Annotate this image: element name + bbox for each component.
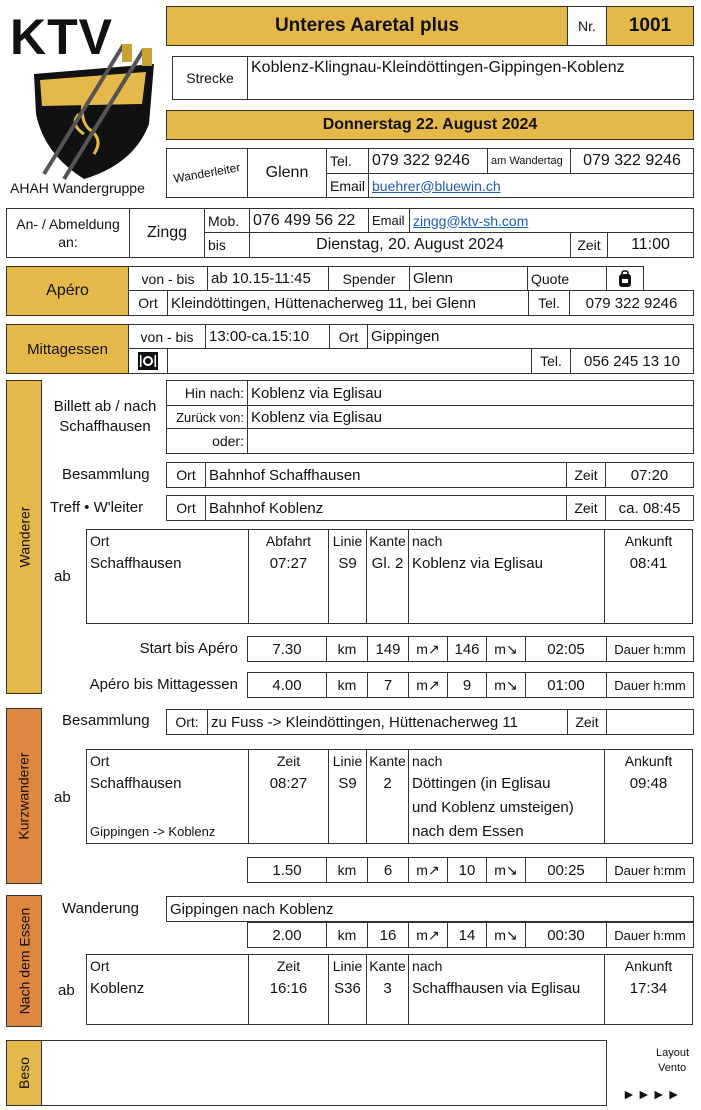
- stat-cell: m↗: [408, 672, 448, 698]
- wanderung-label: Wanderung: [62, 900, 139, 917]
- after-section-label: Nach dem Essen: [6, 895, 42, 1027]
- table-cell: und Koblenz umsteigen): [408, 795, 605, 820]
- besammlung-label: Besammlung: [62, 466, 150, 483]
- treff-label: Treff • W'leiter: [50, 499, 144, 516]
- stat-label: Apéro bis Mittagessen: [89, 676, 238, 693]
- stat-cell: Dauer h:mm: [606, 636, 694, 662]
- registration-email-label: Email: [368, 208, 410, 233]
- beso-notes: [41, 1040, 607, 1106]
- table-header-cell: Ankunft: [604, 529, 693, 552]
- apero-tel: 079 322 9246: [569, 290, 694, 316]
- stat-cell: m↘: [486, 857, 526, 883]
- table-cell: [408, 575, 605, 600]
- table-cell: 09:48: [604, 771, 693, 796]
- table-cell: [328, 795, 367, 820]
- oder-label: oder:: [166, 428, 248, 454]
- stat-cell: m↗: [408, 636, 448, 662]
- table-header-cell: Ankunft: [604, 749, 693, 772]
- wanderung-value: Gippingen nach Koblenz: [166, 896, 694, 922]
- apero-tel-label: Tel.: [528, 290, 570, 316]
- stat-cell: km: [326, 857, 368, 883]
- table-header-cell: nach: [408, 529, 605, 552]
- table-cell: [604, 575, 693, 600]
- table-cell: [604, 819, 693, 844]
- table-cell: [408, 599, 605, 624]
- lunch-ort-label: Ort: [329, 324, 368, 349]
- stat-cell: 7: [367, 672, 409, 698]
- table-cell: [248, 1000, 329, 1025]
- table-cell: S9: [328, 551, 367, 576]
- stat-cell: 01:00: [525, 672, 607, 698]
- tel-label: Tel.: [326, 148, 369, 174]
- hin-value: Koblenz via Eglisau: [247, 380, 694, 406]
- besammlung-ort-label: Ort: [166, 462, 206, 488]
- billett-label: Billett ab / nach Schaffhausen: [53, 398, 157, 435]
- apero-quote-label: Quote: [527, 266, 607, 291]
- table-cell: Gippingen -> Koblenz: [86, 819, 249, 844]
- apero-spender: Glenn: [409, 266, 528, 291]
- tour-date: Donnerstag 22. August 2024: [166, 110, 694, 140]
- stat-cell: 14: [447, 922, 487, 948]
- table-cell: S9: [328, 771, 367, 796]
- registration-zeit-label: Zeit: [570, 232, 608, 258]
- table-header-cell: Abfahrt: [248, 529, 329, 552]
- lunch-von-bis: 13:00-ca.15:10: [205, 324, 330, 349]
- plate-cutlery-icon: [138, 352, 158, 370]
- stat-cell: Dauer h:mm: [606, 672, 694, 698]
- table-cell: [604, 795, 693, 820]
- lunch-von-bis-label: von - bis: [128, 324, 206, 349]
- registration-email[interactable]: [409, 208, 694, 233]
- stat-cell: 10: [447, 857, 487, 883]
- table-cell: [248, 575, 329, 600]
- lunch-tel-label: Tel.: [531, 348, 571, 374]
- treff-ort: Bahnhof Koblenz: [205, 495, 567, 521]
- treff-ort-label: Ort: [166, 495, 206, 521]
- apero-ort-label: Ort: [128, 290, 168, 316]
- stat-cell: Dauer h:mm: [606, 922, 694, 948]
- kurz-zeit-label: Zeit: [567, 709, 607, 735]
- apero-label: Apéro: [6, 266, 129, 316]
- wanderer-section-label: Wanderer: [6, 380, 42, 694]
- table-cell: [366, 795, 409, 820]
- oder-value: [247, 428, 694, 454]
- kurz-ort-label: Ort:: [166, 709, 208, 735]
- table-bottom-border: [86, 1024, 693, 1025]
- table-cell: Gl. 2: [366, 551, 409, 576]
- next-arrows-icon[interactable]: ►►►►: [622, 1086, 682, 1102]
- am-wandertag-label: am Wandertag: [487, 148, 571, 174]
- leader-email[interactable]: [368, 173, 694, 198]
- table-cell: 16:16: [248, 976, 329, 1001]
- stat-cell: m↗: [408, 922, 448, 948]
- leader-email-link[interactable]: buehrer@bluewin.ch: [372, 177, 501, 194]
- table-cell: nach dem Essen: [408, 819, 605, 844]
- table-cell: [328, 575, 367, 600]
- registration-deadline: Dienstag, 20. August 2024: [249, 232, 571, 258]
- table-cell: [366, 819, 409, 844]
- table-cell: 08:41: [604, 551, 693, 576]
- besammlung-ort: Bahnhof Schaffhausen: [205, 462, 567, 488]
- kurz-besammlung-label: Besammlung: [62, 712, 150, 729]
- apero-ort: Kleindöttingen, Hüttenacherweg 11, bei Glenn: [167, 290, 529, 316]
- table-cell: 08:27: [248, 771, 329, 796]
- table-cell: Schaffhausen: [86, 551, 249, 576]
- table-header-cell: Zeit: [248, 954, 329, 977]
- registration-email-link[interactable]: zingg@ktv-sh.com: [413, 212, 529, 229]
- table-cell: [366, 575, 409, 600]
- lunch-tel: 056 245 13 10: [570, 348, 694, 374]
- table-header-cell: Kante: [366, 954, 409, 977]
- anmeldung-label: An- / Abmeldung an:: [6, 208, 130, 258]
- besammlung-zeit-label: Zeit: [566, 462, 606, 488]
- table-bottom-border: [86, 843, 693, 844]
- after-ab-label: ab: [58, 982, 75, 999]
- stat-cell: 02:05: [525, 636, 607, 662]
- leader-tel-wandertag: 079 322 9246: [570, 148, 694, 174]
- table-header-cell: nach: [408, 954, 605, 977]
- table-cell: [328, 819, 367, 844]
- table-cell: [604, 1000, 693, 1025]
- table-cell: [86, 575, 249, 600]
- treff-zeit-label: Zeit: [566, 495, 606, 521]
- stat-cell: Dauer h:mm: [606, 857, 694, 883]
- logo-shield-icon: [24, 44, 164, 184]
- bis-label: bis: [204, 232, 250, 258]
- mob-label: Mob.: [204, 208, 250, 233]
- hin-label: Hin nach:: [166, 380, 248, 406]
- table-cell: [248, 599, 329, 624]
- nr-label: Nr.: [567, 6, 607, 46]
- lunch-label: Mittagessen: [6, 324, 129, 374]
- stat-cell: 149: [367, 636, 409, 662]
- stat-cell: km: [326, 922, 368, 948]
- table-header-cell: Ort: [86, 749, 249, 772]
- table-cell: 17:34: [604, 976, 693, 1001]
- kurz-section-label: Kurzwanderer: [6, 708, 42, 884]
- table-header-cell: Ankunft: [604, 954, 693, 977]
- table-cell: 3: [366, 976, 409, 1001]
- table-cell: S36: [328, 976, 367, 1001]
- apero-spender-label: Spender: [328, 266, 410, 291]
- table-cell: [328, 1000, 367, 1025]
- layout-label: Layout: [656, 1047, 690, 1059]
- table-cell: Schaffhausen: [86, 771, 249, 796]
- table-cell: [366, 599, 409, 624]
- table-cell: [248, 819, 329, 844]
- stat-cell: 146: [447, 636, 487, 662]
- wanderleiter-name: Glenn: [247, 148, 327, 198]
- table-cell: [86, 599, 249, 624]
- leader-tel: 079 322 9246: [368, 148, 488, 174]
- zurueck-value: Koblenz via Eglisau: [247, 405, 694, 429]
- stat-cell: 2.00: [247, 922, 327, 948]
- lunch-icon-cell: [128, 348, 168, 374]
- treff-zeit: ca. 08:45: [605, 495, 694, 521]
- stat-cell: 4.00: [247, 672, 327, 698]
- logo-text: KTV: [10, 9, 113, 65]
- tour-number: 1001: [606, 6, 694, 46]
- lunch-empty-cell: [167, 348, 532, 374]
- strecke-label: Strecke: [172, 56, 248, 100]
- stat-cell: m↗: [408, 857, 448, 883]
- kurz-ort: zu Fuss -> Kleindöttingen, Hüttenacherweg 11: [207, 709, 568, 735]
- logo: [6, 4, 166, 200]
- layout-author: Vento: [658, 1062, 687, 1074]
- besammlung-zeit: 07:20: [605, 462, 694, 488]
- table-cell: [328, 599, 367, 624]
- wanderleiter-label: Wanderleiter: [166, 148, 248, 198]
- apero-quote-cell: [606, 266, 644, 291]
- apero-von-bis: ab 10.15-11:45: [207, 266, 329, 291]
- table-cell: [408, 1000, 605, 1025]
- anmeldung-name: Zingg: [129, 208, 205, 258]
- table-header-cell: Ort: [86, 954, 249, 977]
- wanderer-ab-label: ab: [54, 568, 71, 585]
- table-bottom-border: [86, 623, 693, 624]
- table-cell: [366, 1000, 409, 1025]
- stat-cell: 6: [367, 857, 409, 883]
- table-header-cell: nach: [408, 749, 605, 772]
- email-label: Email: [326, 173, 369, 198]
- registration-mob: 076 499 56 22: [249, 208, 369, 233]
- stat-cell: km: [326, 672, 368, 698]
- table-cell: Koblenz via Eglisau: [408, 551, 605, 576]
- stat-cell: m↘: [486, 672, 526, 698]
- stat-label: Start bis Apéro: [139, 640, 238, 657]
- table-header-cell: Kante: [366, 749, 409, 772]
- table-cell: [248, 795, 329, 820]
- table-cell: Koblenz: [86, 976, 249, 1001]
- stat-cell: 9: [447, 672, 487, 698]
- stat-cell: km: [326, 636, 368, 662]
- apero-von-bis-label: von - bis: [128, 266, 208, 291]
- table-cell: [86, 795, 249, 820]
- stat-cell: m↘: [486, 922, 526, 948]
- zurueck-label: Zurück von:: [166, 405, 248, 429]
- lunch-ort: Gippingen: [367, 324, 694, 349]
- table-cell: 07:27: [248, 551, 329, 576]
- table-cell: Schaffhausen via Eglisau: [408, 976, 605, 1001]
- table-cell: [604, 599, 693, 624]
- stat-cell: 00:25: [525, 857, 607, 883]
- table-header-cell: Kante: [366, 529, 409, 552]
- stat-cell: 1.50: [247, 857, 327, 883]
- kurz-ab-label: ab: [54, 789, 71, 806]
- backpack-icon: [617, 270, 633, 288]
- table-header-cell: Linie: [328, 529, 367, 552]
- stat-cell: 00:30: [525, 922, 607, 948]
- table-cell: Döttingen (in Eglisau: [408, 771, 605, 796]
- stat-cell: m↘: [486, 636, 526, 662]
- beso-section-label: Beso: [6, 1040, 42, 1106]
- kurz-zeit: [606, 709, 694, 735]
- table-cell: 2: [366, 771, 409, 796]
- registration-zeit: 11:00: [607, 232, 694, 258]
- table-header-cell: Ort: [86, 529, 249, 552]
- logo-group-text: AHAH Wandergruppe: [10, 180, 145, 196]
- stat-cell: 16: [367, 922, 409, 948]
- tour-title: Unteres Aaretal plus: [166, 6, 568, 46]
- table-header-cell: Linie: [328, 954, 367, 977]
- table-header-cell: Linie: [328, 749, 367, 772]
- table-header-cell: Zeit: [248, 749, 329, 772]
- stat-cell: 7.30: [247, 636, 327, 662]
- strecke-value: Koblenz-Klingnau-Kleindöttingen-Gippingen-Koblenz: [247, 56, 694, 100]
- table-cell: [86, 1000, 249, 1025]
